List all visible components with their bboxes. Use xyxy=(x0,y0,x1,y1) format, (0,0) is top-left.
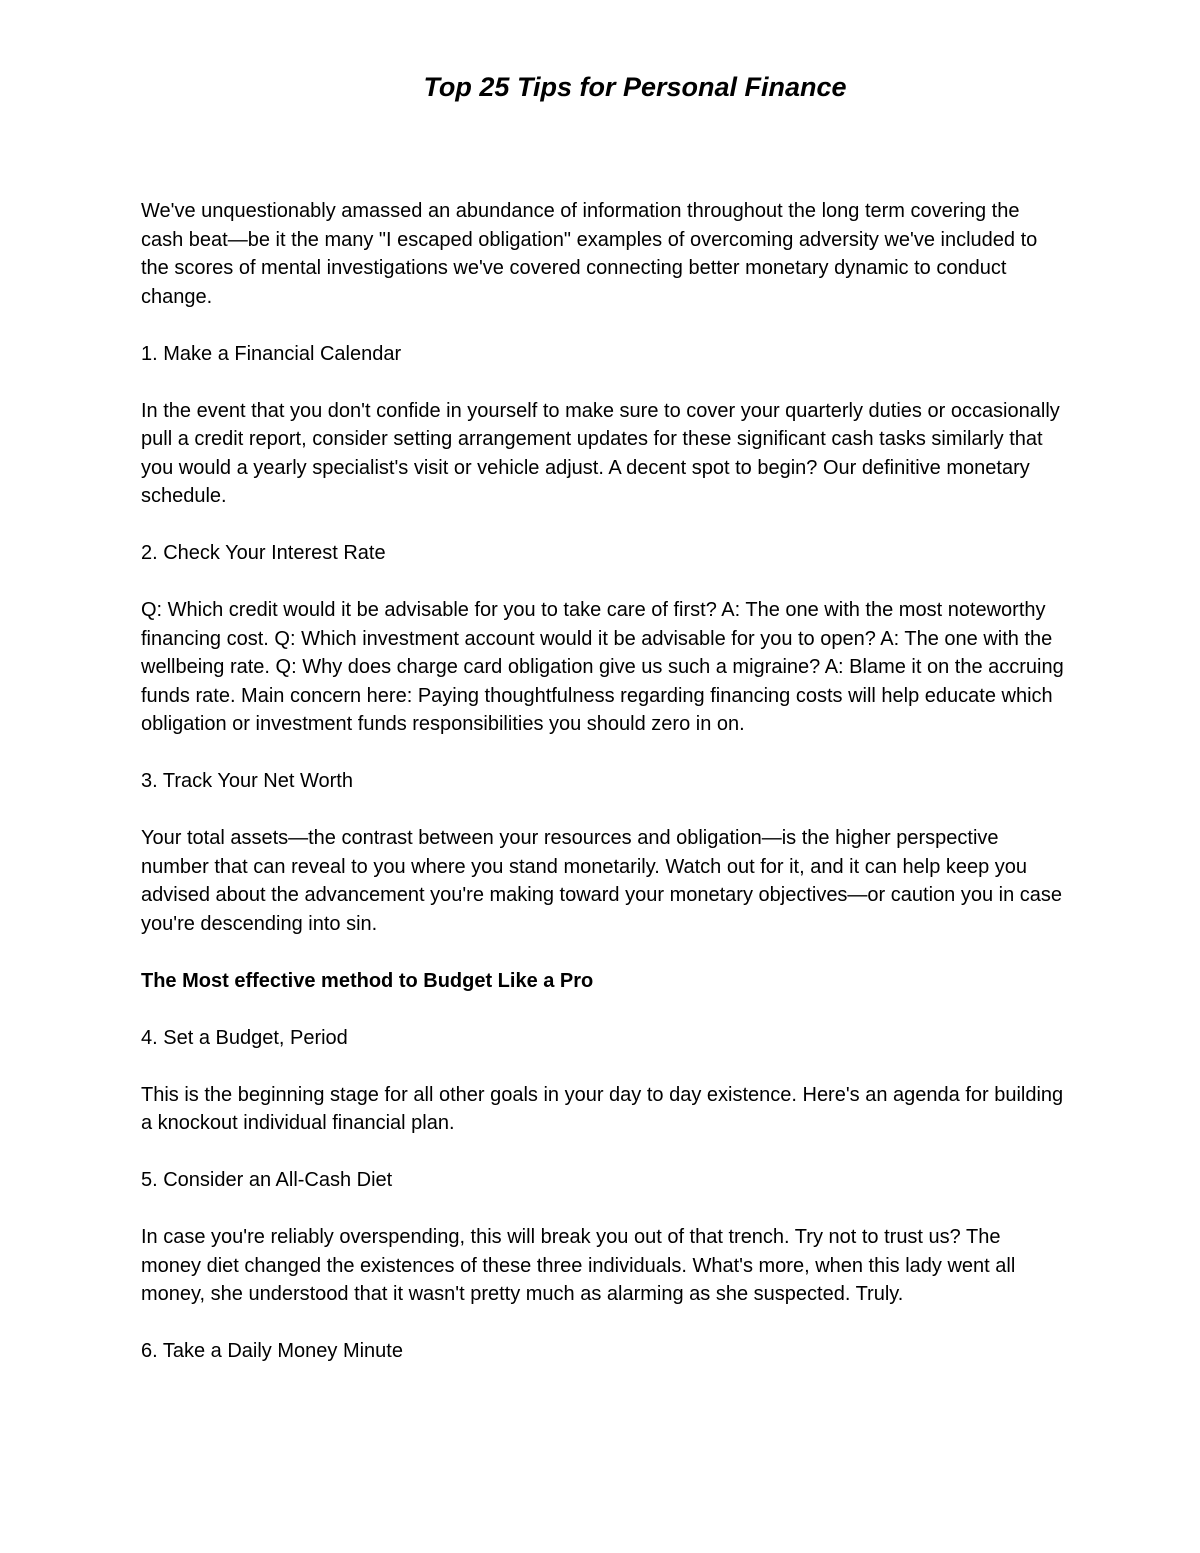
tip-2-paragraph: Q: Which credit would it be advisable for you to take care of first? A: The one with the most noteworthy financing cost. Q: Which investment account would it be advisable for you to open? A: The one with the wellbeing rate. Q: Why does charge card obligation give us such a migraine? A: Blame it on the accruing funds rate. Main concern here: Paying thoughtfulness regarding financing costs will help educate which obligation or investment funds responsibilities you should zero in on. xyxy=(141,599,1064,735)
intro-paragraph: We've unquestionably amassed an abundance of information throughout the long term covering the cash beat—be it the many "I escaped obligation" examples of overcoming adversity we've included to the scores of mental investigations we've covered connecting better monetary dynamic to conduct change. xyxy=(141,200,1038,308)
section-heading-budget: The Most effective method to Budget Like a Pro xyxy=(141,969,594,992)
tip-4-heading: 4. Set a Budget, Period xyxy=(141,1026,348,1049)
tip-6-heading: 6. Take a Daily Money Minute xyxy=(141,1340,403,1362)
tip-2-heading: 2. Check Your Interest Rate xyxy=(141,542,386,564)
tip-1-paragraph: In the event that you don't confide in yourself to make sure to cover your quarterly duties or occasionally pull a credit report, consider setting arrangement updates for these significant cash tasks similarly that you would a yearly specialist's visit or vehicle adjust. A decent spot to begin? Our definitive monetary schedule. xyxy=(141,399,1060,507)
tip-5-paragraph: In case you're reliably overspending, this will break you out of that trench. Try not to trust us? The money diet changed the existences of these three individuals. What's more, when this lady went all money, she understood that it wasn't pretty much as alarming as she suspected. Truly. xyxy=(141,1226,1016,1305)
document-body xyxy=(141,197,1066,1394)
tip-1-heading: 1. Make a Financial Calendar xyxy=(141,342,402,365)
tip-3-heading: 3. Track Your Net Worth xyxy=(141,770,353,792)
tip-3-paragraph: Your total assets—the contrast between your resources and obligation—is the higher perspective number that can reveal to you where you stand monetarily. Watch out for it, and it can help keep you advised about the advancement you're making toward your monetary objectives—or caution you in case you're descending into sin. xyxy=(141,827,1062,935)
document-title: Top 25 Tips for Personal Finance xyxy=(423,72,847,102)
tip-4-paragraph: This is the beginning stage for all other goals in your day to day existence. Here's an agenda for building a knockout individual financial plan. xyxy=(141,1083,1064,1134)
tip-5-heading: 5. Consider an All-Cash Diet xyxy=(141,1169,393,1191)
